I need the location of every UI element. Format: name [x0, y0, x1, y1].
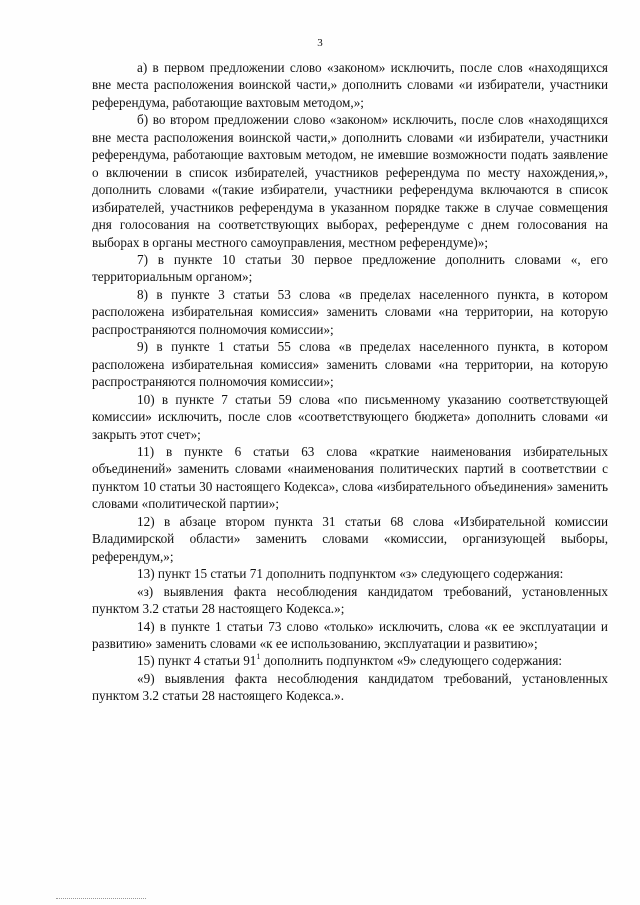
paragraph-a: а) в первом предложении слово «законом» исключить, после слов «находящихся вне места расположения воинской части,» дополнить словами «и избиратели, участники референдума, работающие вахтовым методом,»;: [92, 60, 608, 110]
scan-artifact-divider: [56, 898, 146, 900]
paragraph-10: 10) в пункте 7 статьи 59 слова «по письменному указанию соответствующей комиссии» исключить, после слов «соответствующего бюджета» дополнить словами «и закрыть этот счет»;: [92, 391, 608, 442]
page-number: 3: [317, 37, 323, 49]
paragraph-9: 9) в пункте 1 статьи 55 слова «в пределах населенного пункта, в котором расположена избирательная комиссия» заменить словами «на территории, на которую распространяются полномочия комиссии»;: [92, 339, 608, 390]
paragraph-15-superscript: 1: [256, 652, 261, 662]
paragraph-7: 7) в пункте 10 статьи 30 первое предложение дополнить словами «, его территориальным органом»;: [92, 251, 608, 285]
paragraph-15-subitem: «9) выявления факта несоблюдения кандидатом требований, установленных пунктом 3.2 статьи 28 настоящего Кодекса.».: [92, 670, 608, 704]
paragraph-8: 8) в пункте 3 статьи 53 слова «в пределах населенного пункта, в котором расположена избирательная комиссия» заменить словами «на территории, на которую распространяются полномочия комиссии»;: [92, 286, 608, 337]
paragraph-15: [92, 652, 608, 669]
paragraph-12: 12) в абзаце втором пункта 31 статьи 68 слова «Избирательной комиссии Владимирской области» заменить словами «комиссии, организующей выборы, референдум,»;: [92, 513, 608, 564]
paragraph-b: б) во втором предложении слово «законом» исключить, после слов «находящихся вне места расположения воинской части,» дополнить словами «и избиратели, участники референдума, работающие вахтовым методом, не имевшие возможности подать заявление о включении в список избирателей, участников референдума по месту нахождения,», дополнить словами «(такие избиратели, участники референдума включаются в список избирателей, участников референдума в указанном порядке также в случае совмещения дня голосования на соответствующих выборах, референдуме с днем голосования на выборах в органы местного самоуправления, местном референдуме)»;: [92, 112, 608, 250]
paragraph-13-subitem: «з) выявления факта несоблюдения кандидатом требований, установленных пунктом 3.2 статьи 28 настоящего Кодекса.»;: [92, 583, 608, 617]
paragraph-13: 13) пункт 15 статьи 71 дополнить подпунктом «з» следующего содержания:: [137, 566, 564, 582]
paragraph-15-lead: 15) пункт 4 статьи 91: [137, 653, 257, 669]
document-body: [92, 59, 608, 705]
paragraph-15-rest: дополнить подпунктом «9» следующего содержания:: [260, 653, 563, 669]
paragraph-14: 14) в пункте 1 статьи 73 слово «только» исключить, слова «к ее эксплуатации и развитию» заменить словами «к ее использованию, эксплуатации и развитию»;: [92, 618, 608, 651]
paragraph-11: 11) в пункте 6 статьи 63 слова «краткие наименования избирательных объединений» заменить словами «наименования политических партий в соответствии с пунктом 10 статьи 30 настоящего Кодекса», слова «избирательного объединения» заменить словами «политической партии»;: [92, 443, 608, 512]
